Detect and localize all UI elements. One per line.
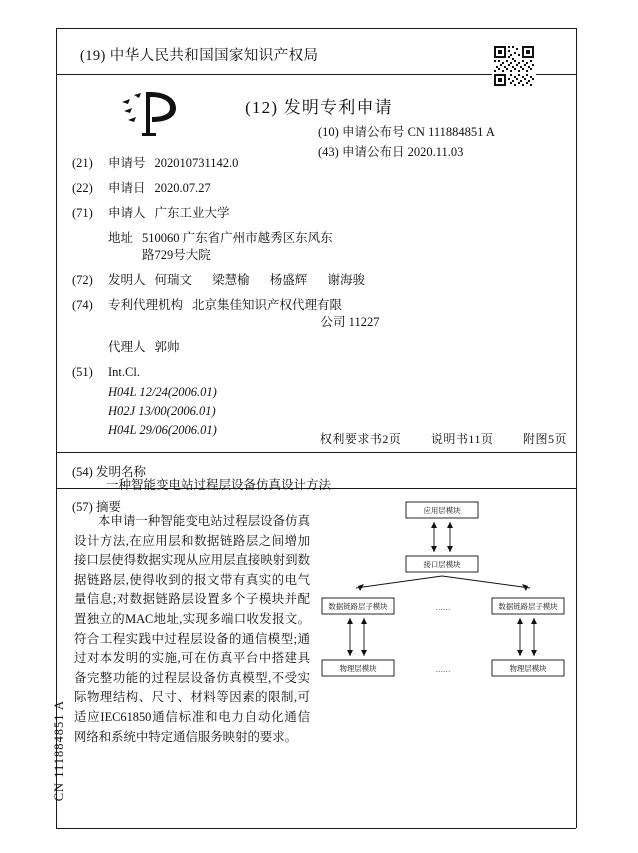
field-agency — [72, 297, 552, 331]
agent-value: 郭帅 — [154, 340, 180, 354]
app-date-label: 申请日 — [108, 181, 146, 195]
agency-line-1: 北京集佳知识产权代理有限 — [192, 298, 343, 312]
title-divider — [57, 452, 576, 453]
abstract-label: 摘要 — [95, 500, 121, 514]
page-counts — [57, 430, 567, 447]
diagram-node-left: 数据链路层子模块 — [328, 602, 388, 611]
office-code: (19) — [80, 48, 106, 64]
ipc-entry: H04L 29/06(2006.01) — [108, 423, 217, 437]
office-name: 中华人民共和国国家知识产权局 — [109, 48, 319, 64]
applicant-label: 申请人 — [108, 206, 146, 220]
ipc-entry: H02J 13/00(2006.01) — [108, 404, 216, 418]
agency-code: (74) — [72, 298, 93, 312]
qr-code-icon — [492, 44, 536, 88]
address-value — [142, 230, 552, 264]
agency-value — [192, 297, 552, 331]
field-applicant-address — [72, 230, 552, 264]
publication-number-row — [318, 122, 495, 142]
field-application-date — [72, 180, 552, 197]
inventor-name: 杨盛辉 — [269, 273, 308, 287]
page-border-top — [56, 28, 576, 29]
pub-no-label: 申请公布号 — [341, 125, 405, 139]
inventor-name: 谢海骏 — [327, 273, 365, 287]
page-border-bottom — [56, 828, 576, 829]
inventors-code: (72) — [72, 273, 93, 287]
address-label: 地址 — [108, 231, 134, 245]
description-pages: 说明书11页 — [430, 432, 494, 446]
claims-pages: 权利要求书2页 — [319, 432, 402, 446]
inventor-name: 梁慧榆 — [212, 273, 250, 287]
abstract-code: (57) — [72, 500, 93, 514]
pub-no-code: (10) — [318, 125, 339, 139]
abstract-text: 本申请一种智能变电站过程层设备仿真设计方法,在应用层和数据链路层之间增加接口层使得数据实现从应用层直接映射到数据链路层,使得收到的报文带有真实的电气量信息;对数据链路层设置多个子模块并配置独立的MAC地址,实现多端口收发报文。符合工程实践中过程层设备的通信模型;通过对本发明的实施,可在仿真平台中搭建具备完整功能的过程层设备仿真模型,不受实际物理结构、尺寸、材料等因素的限制,可适应IEC61850通信标准和电力自动化通信网络和系统中特定通信服务映射的要求。 — [74, 514, 310, 744]
doc-kind-label: 发明专利申请 — [283, 98, 393, 117]
agency-label: 专利代理机构 — [108, 298, 184, 312]
agent-label: 代理人 — [108, 340, 146, 354]
side-publication-id: CN 111884851 A — [52, 700, 66, 802]
field-inventors — [72, 272, 552, 289]
diagram-node-bottom-left: 物理层模块 — [339, 664, 377, 673]
pub-date-value: 2020.11.03 — [407, 145, 464, 159]
title-code: (54) — [72, 465, 93, 479]
field-agent — [72, 339, 552, 356]
cnipa-logo-icon — [120, 86, 186, 140]
ipc-code: (51) — [72, 365, 93, 379]
field-ipc — [72, 364, 552, 381]
app-date-code: (22) — [72, 181, 93, 195]
agency-line-2: 公司 11227 — [320, 315, 380, 329]
diagram-ellipsis-bottom: …… — [435, 665, 451, 674]
app-no-label: 申请号 — [108, 156, 146, 170]
drawings-pages: 附图5页 — [522, 432, 567, 446]
ipc-entry: H04L 12/24(2006.01) — [108, 385, 217, 399]
app-date-value: 2020.07.27 — [154, 181, 211, 195]
inventors-label: 发明人 — [108, 273, 146, 287]
applicant-value: 广东工业大学 — [154, 206, 230, 220]
diagram-node-right: 数据链路层子模块 — [498, 602, 558, 611]
field-application-number — [72, 155, 552, 172]
ipc-label: Int.Cl. — [108, 365, 140, 379]
field-applicant — [72, 205, 552, 222]
page-border-right — [576, 28, 577, 828]
address-line-1: 510060 广东省广州市越秀区东风东 — [142, 231, 333, 245]
diagram-node-middle: 接口层模块 — [423, 560, 461, 569]
document-kind — [0, 93, 638, 118]
pub-date-label: 申请公布日 — [341, 145, 405, 159]
invention-title: 一种智能变电站过程层设备仿真设计方法 — [106, 478, 332, 492]
address-line-2: 路729号大院 — [142, 248, 211, 262]
diagram-node-top: 应用层模块 — [423, 506, 461, 515]
pub-date-code: (43) — [318, 145, 339, 159]
diagram-ellipsis-mid: …… — [435, 603, 451, 612]
issuing-office — [80, 44, 318, 65]
diagram-node-bottom-right: 物理层模块 — [509, 664, 547, 673]
inventors-value — [155, 272, 552, 289]
inventor-name: 何瑞文 — [154, 273, 193, 287]
architecture-diagram — [318, 498, 568, 698]
app-no-code: (21) — [72, 156, 93, 170]
title-label: 发明名称 — [95, 465, 146, 479]
bibliographic-data — [72, 155, 552, 440]
app-no-value: 202010731142.0 — [154, 156, 239, 170]
applicant-code: (71) — [72, 206, 93, 220]
doc-kind-code: (12) — [245, 98, 279, 117]
pub-no-value: CN 111884851 A — [407, 125, 495, 139]
